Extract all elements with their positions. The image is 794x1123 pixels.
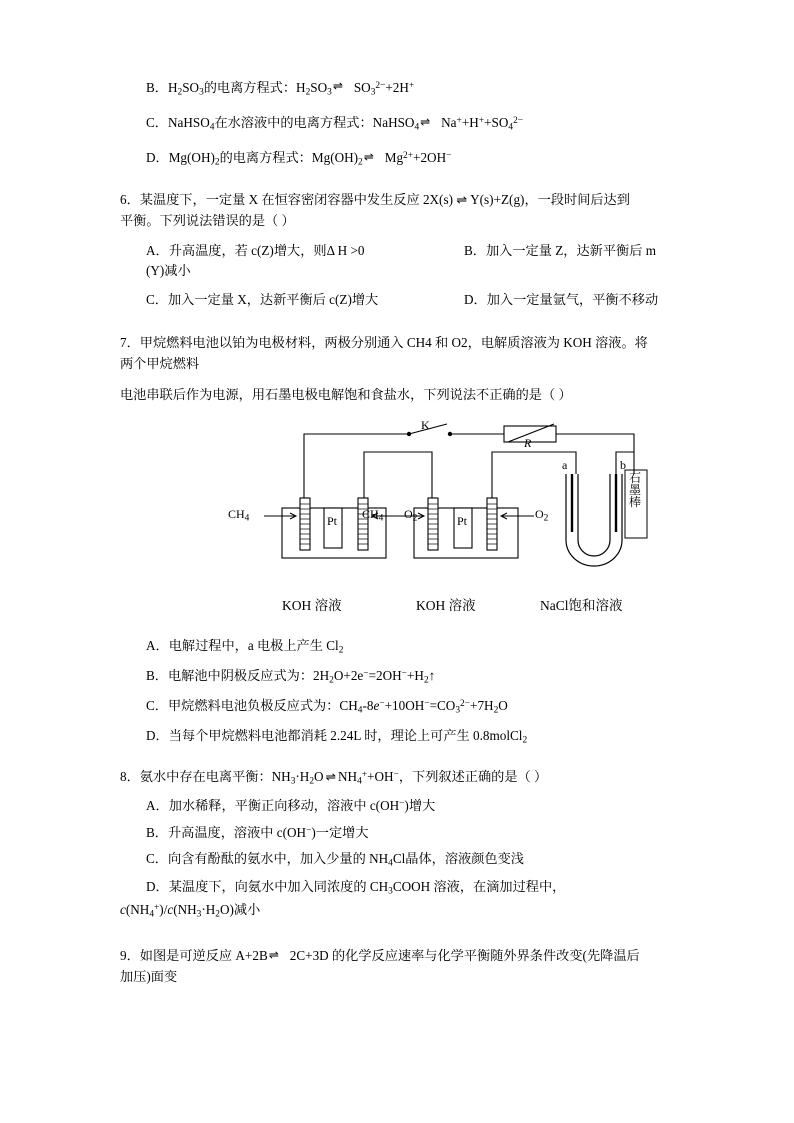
question-6-options-row-2 xyxy=(120,290,706,310)
question-7-option-d: D．当每个甲烷燃料电池都消耗 2.24L 时，理论上可产生 0.8molCl$_2$ xyxy=(146,728,528,746)
question-7-option-b: B．电解池中阴极反应式为：$2H_2O+2e^-=2OH^-+H_2↑$ xyxy=(146,667,436,686)
left-cell-inlet-o2-label: $O_2$ xyxy=(404,506,418,524)
left-cell-caption: KOH 溶液 xyxy=(282,597,342,613)
question-7-number: 7． xyxy=(120,335,140,351)
apparatus-diagram-svg xyxy=(204,412,764,592)
question-6-number: 6． xyxy=(120,191,140,207)
question-8-option-d: D．某温度下，向氨水中加入同浓度的 $CH_3COOH$ 溶液，在滴加过程中， xyxy=(146,879,566,897)
equilibrium-arrow-icon xyxy=(333,83,353,94)
question-6-text: 某温度下，一定量 X 在恒容密闭容器中发生反应 2X(s) ⇌ Y(s)+Z(g)，一段时间后达到 xyxy=(139,191,630,207)
equilibrium-arrow-icon: ⇌ xyxy=(325,770,337,785)
option-d-ionization-mgoh2: D．$Mg(OH)_2$的电离方程式：$Mg(OH)_2$ ⇌ $Mg^{2+}+2OH^-$ xyxy=(120,148,706,170)
right-cell-electrode-pt-label: Pt xyxy=(457,513,468,528)
u-tube-caption: NaCl饱和溶液 xyxy=(540,597,623,613)
question-7-stem-line2: 两个甲烷燃料 xyxy=(120,356,200,372)
question-7-option-c: C．甲烷燃料电池负极反应式为：$CH_4-8e^-+10OH^-=CO_3^{2-}+7H_2O$ xyxy=(146,698,508,716)
question-6-option-c: C．加入一定量 X，达新平衡后 c(Z)增大 xyxy=(146,291,379,307)
option-b-ionization-h2so3: B．$H_2SO_3$的电离方程式：$H_2SO_3$ ⇌ $SO_3^{2-}+2H^+$ xyxy=(120,78,706,100)
left-cell-electrode-pt-label: Pt xyxy=(327,513,338,528)
question-6-option-b-cont: (Y)减小 xyxy=(146,263,191,279)
question-6-stem-line2: 平衡。下列说法错误的是（ ） xyxy=(120,212,295,228)
question-8-option-a: A．加水稀释，平衡正向移动，溶液中 c(OH−)增大 xyxy=(146,798,436,814)
resistor-label: R xyxy=(524,435,532,450)
equilibrium-arrow-icon xyxy=(420,119,440,130)
question-8-option-b: B．升高温度，溶液中 c(OH−)一定增大 xyxy=(146,824,369,840)
question-7-stem-line3: 电池串联后作为电源，用石墨电极电解饱和食盐水，下列说法不正确的是（ ） xyxy=(120,387,572,403)
question-7-option-a: A．电解过程中，a 电极上产生 $Cl_2$ xyxy=(146,637,344,656)
question-6-options-row-1 xyxy=(120,241,706,261)
option-c-ionization-nahso4: C．NaHSO$_4$在水溶液中的电离方程式：NaHSO$_4$ ⇌ $Na^++H^++SO_4^{2-}$ xyxy=(120,113,706,135)
equilibrium-arrow-icon xyxy=(364,154,384,165)
question-9-stem-line1: 9．如图是可逆反应 A+2B ⇌ 2C+3D 的化学反应速率与化学平衡随外界条件改变(先降温后 xyxy=(120,945,706,966)
equilibrium-arrow-icon xyxy=(269,952,289,963)
right-cell-inlet-o2-label: $O_2$ xyxy=(535,506,549,524)
switch-label: K xyxy=(421,417,430,432)
u-tube-electrode-b-label: b xyxy=(620,457,626,472)
right-cell-caption: KOH 溶液 xyxy=(416,597,476,613)
question-8-option-d-cont: $c(NH_4^+)/c(NH_3\cdot H_2O)$减小 xyxy=(120,902,261,921)
u-tube-electrode-a-label: a xyxy=(562,457,568,472)
question-8-stem: 8．氨水中存在电离平衡：$NH_3\cdot H_2O$ ⇌ $NH_4^++OH^-$，下列叙述正确的是（ ） xyxy=(120,769,548,788)
question-6-option-b: B．加入一定量 Z，达新平衡后 m xyxy=(464,242,656,258)
question-9-stem-line2: 加压)面变 xyxy=(120,969,178,985)
electrolysis-apparatus-figure xyxy=(204,412,764,592)
question-7-text: 甲烷燃料电池以铂为电极材料，两极分别通入 CH4 和 O2，电解质溶液为 KOH 溶液。将 xyxy=(139,335,648,351)
right-cell-inlet-ch4-label: $CH_4$ xyxy=(362,506,384,524)
figure-captions xyxy=(204,594,764,614)
graphite-rod-label: 石 墨 棒 xyxy=(629,470,642,510)
question-7-stem-line1 xyxy=(120,332,706,353)
question-8-option-c: C．向含有酚酞的氨水中，加入少量的 $NH_4Cl$晶体，溶液颜色变浅 xyxy=(146,850,524,869)
question-6-option-a: A．升高温度，若 c(Z)增大，则Δ H >0 xyxy=(146,242,365,258)
question-6-stem-line1 xyxy=(120,189,706,210)
left-cell-inlet-ch4-label: $CH_4$ xyxy=(228,506,250,524)
question-6-option-d: D．加入一定量氩气，平衡不移动 xyxy=(464,291,659,307)
question-9-number: 9． xyxy=(120,948,140,964)
question-8-number: 8． xyxy=(120,769,140,785)
